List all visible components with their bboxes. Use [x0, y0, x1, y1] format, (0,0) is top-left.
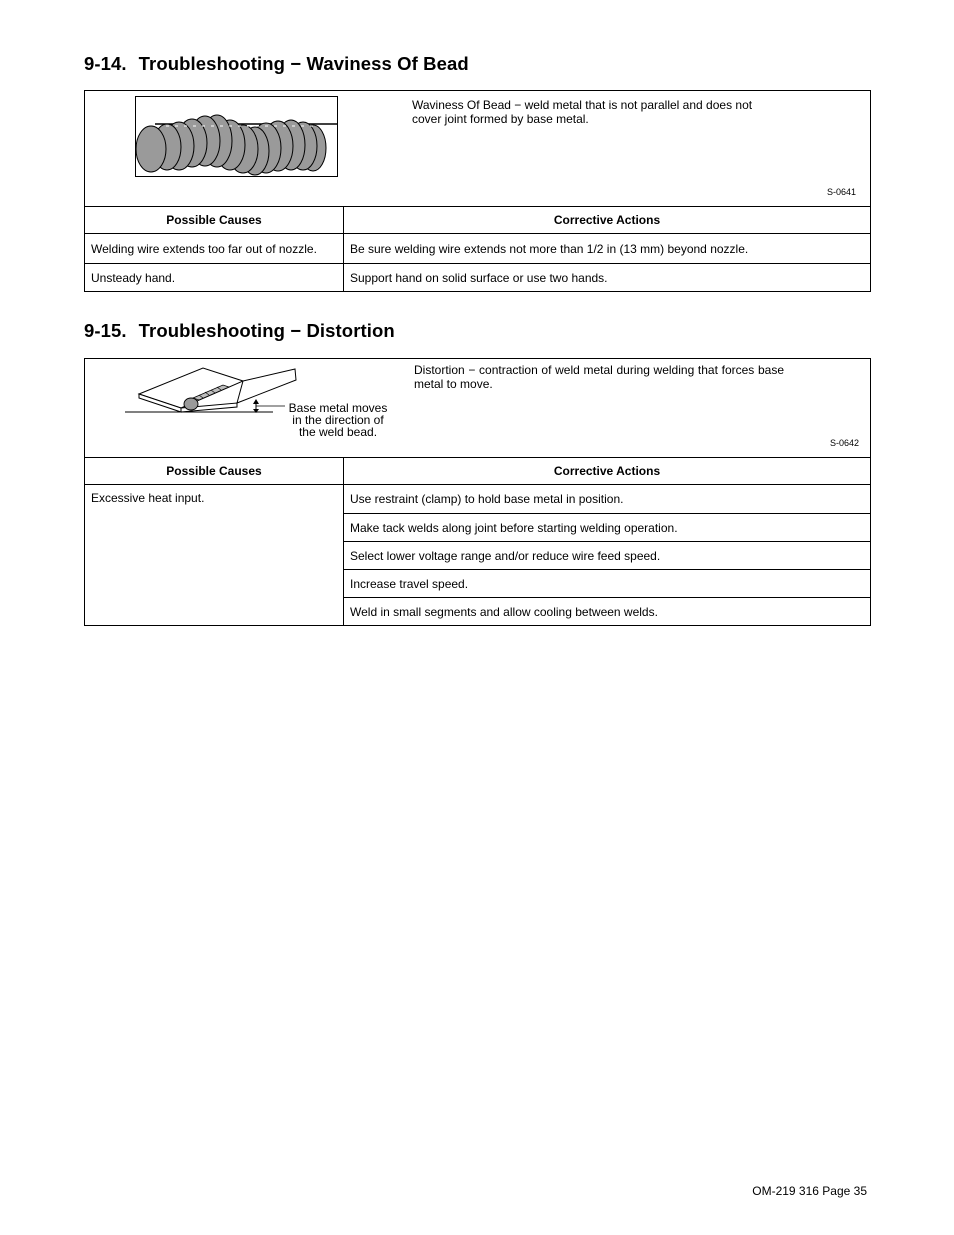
cause-cell: Welding wire extends too far out of nozzle.: [85, 234, 344, 264]
table-row: [85, 264, 870, 292]
waviness-figure-area: [85, 91, 870, 207]
action-cell: Weld in small segments and allow cooling between welds.: [350, 604, 658, 619]
table-row: [85, 234, 870, 264]
section-15-title: [84, 320, 395, 342]
action-cell: Support hand on solid surface or use two hands.: [350, 270, 608, 285]
table-row: [85, 485, 870, 514]
cause-cell: Excessive heat input.: [85, 485, 344, 626]
waviness-box: [84, 90, 871, 292]
action-cell: Make tack welds along joint before starting welding operation.: [344, 514, 871, 542]
waviness-figure-code: S-0641: [827, 187, 857, 197]
distortion-illustration: [125, 365, 305, 425]
action-cell: Select lower voltage range and/or reduce wire feed speed.: [344, 542, 871, 570]
section-14-heading: Troubleshooting − Waviness Of Bead: [138, 53, 469, 74]
waviness-causes-header: Possible Causes: [85, 207, 344, 234]
action-cell: Be sure welding wire extends not more than 1/2 in (13 mm) beyond nozzle.: [344, 234, 871, 264]
distortion-box: [84, 358, 871, 626]
page-footer: OM-219 316 Page 35: [752, 1184, 867, 1198]
distortion-figure-code: S-0642: [830, 438, 860, 448]
action-cell: Increase travel speed.: [344, 570, 871, 598]
waviness-description: Waviness Of Bead − weld metal that is not parallel and does not cover joint formed by base metal.: [412, 98, 753, 126]
waviness-illustration: [135, 96, 339, 178]
waviness-table: [85, 207, 870, 291]
distortion-table: [85, 458, 870, 625]
section-15-heading: Troubleshooting − Distortion: [138, 320, 395, 341]
distortion-callout: Base metal moves in the direction of the weld bead.: [288, 401, 388, 439]
cause-cell: Unsteady hand.: [85, 264, 344, 292]
distortion-figure-area: [85, 359, 870, 458]
distortion-causes-header: Possible Causes: [85, 458, 344, 485]
action-cell: Use restraint (clamp) to hold base metal in position.: [344, 485, 871, 514]
section-14-title: [84, 53, 469, 75]
section-15-number: 9-15.: [84, 320, 127, 341]
distortion-description: Distortion − contraction of weld metal during welding that forces base metal to move.: [414, 363, 784, 391]
section-14-number: 9-14.: [84, 53, 127, 74]
distortion-actions-header: Corrective Actions: [344, 458, 871, 485]
waviness-actions-header: Corrective Actions: [344, 207, 871, 234]
